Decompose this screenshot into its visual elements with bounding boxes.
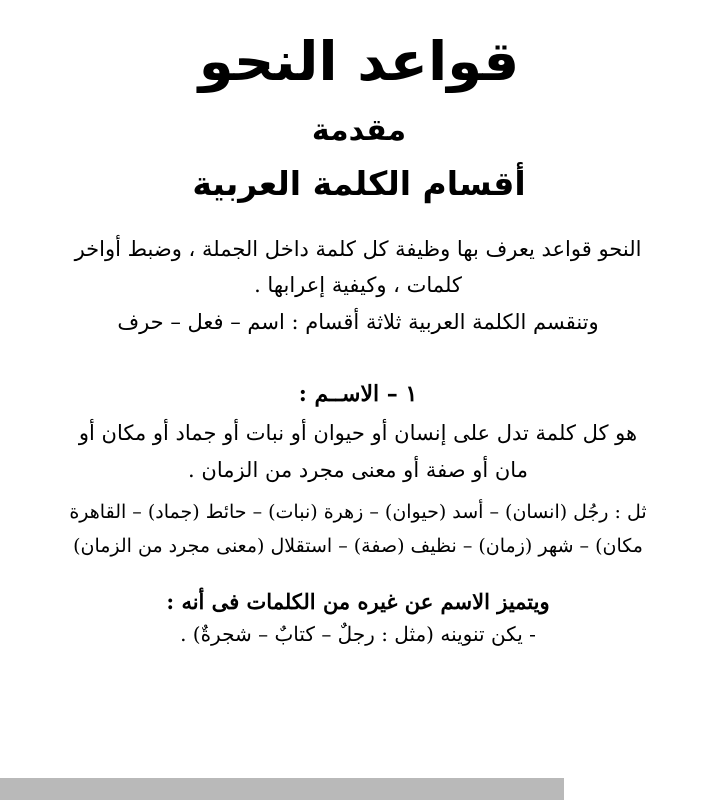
spacer xyxy=(34,488,682,496)
spacer xyxy=(34,407,682,415)
intro-paragraph-line-2: كلمات ، وكيفية إعرابها . xyxy=(254,273,462,298)
definition-line-1: هو كل كلمة تدل على إنسان أو حيوان أو نبات أو جماد أو مكان أو xyxy=(78,420,638,445)
document-subtitle-sections: أقسام الكلمة العربية xyxy=(192,163,526,203)
scan-artifact-tail xyxy=(564,778,718,800)
document-subtitle-introduction: مقدمة xyxy=(311,112,407,148)
intro-paragraph-line-3: وتنقسم الكلمة العربية ثلاثة أقسام : اسم – فعل – حرف xyxy=(117,310,599,335)
spacer xyxy=(34,563,682,589)
distinction-heading: ويتميز الاسم عن غيره من الكلمات فى أنه : xyxy=(166,588,550,614)
section-heading-noun: ١ – الاســم : xyxy=(298,380,418,407)
document-body xyxy=(0,231,718,646)
definition-line-2: مان أو صفة أو معنى مجرد من الزمان . xyxy=(188,457,528,482)
intro-paragraph-line-1: النحو قواعد يعرف بها وظيفة كل كلمة داخل الجملة ، وضبط أواخر xyxy=(74,236,642,261)
scan-artifact-bar xyxy=(0,778,718,800)
spacer xyxy=(34,341,682,381)
document-title: قواعد النحو xyxy=(198,30,520,93)
examples-line-1: ثل : رجُل (انسان) – أسد (حيوان) – زهرة (نبات) – حائط (جماد) – القاهرة xyxy=(69,501,647,524)
distinction-item-1: - يكن تنوينه (مثل : رجلٌ – كتابٌ – شجرةٌ) . xyxy=(180,621,536,646)
spacer xyxy=(34,614,682,622)
examples-line-2: مكان) – شهر (زمان) – نظيف (صفة) – استقلال (معنى مجرد من الزمان) xyxy=(73,534,643,557)
